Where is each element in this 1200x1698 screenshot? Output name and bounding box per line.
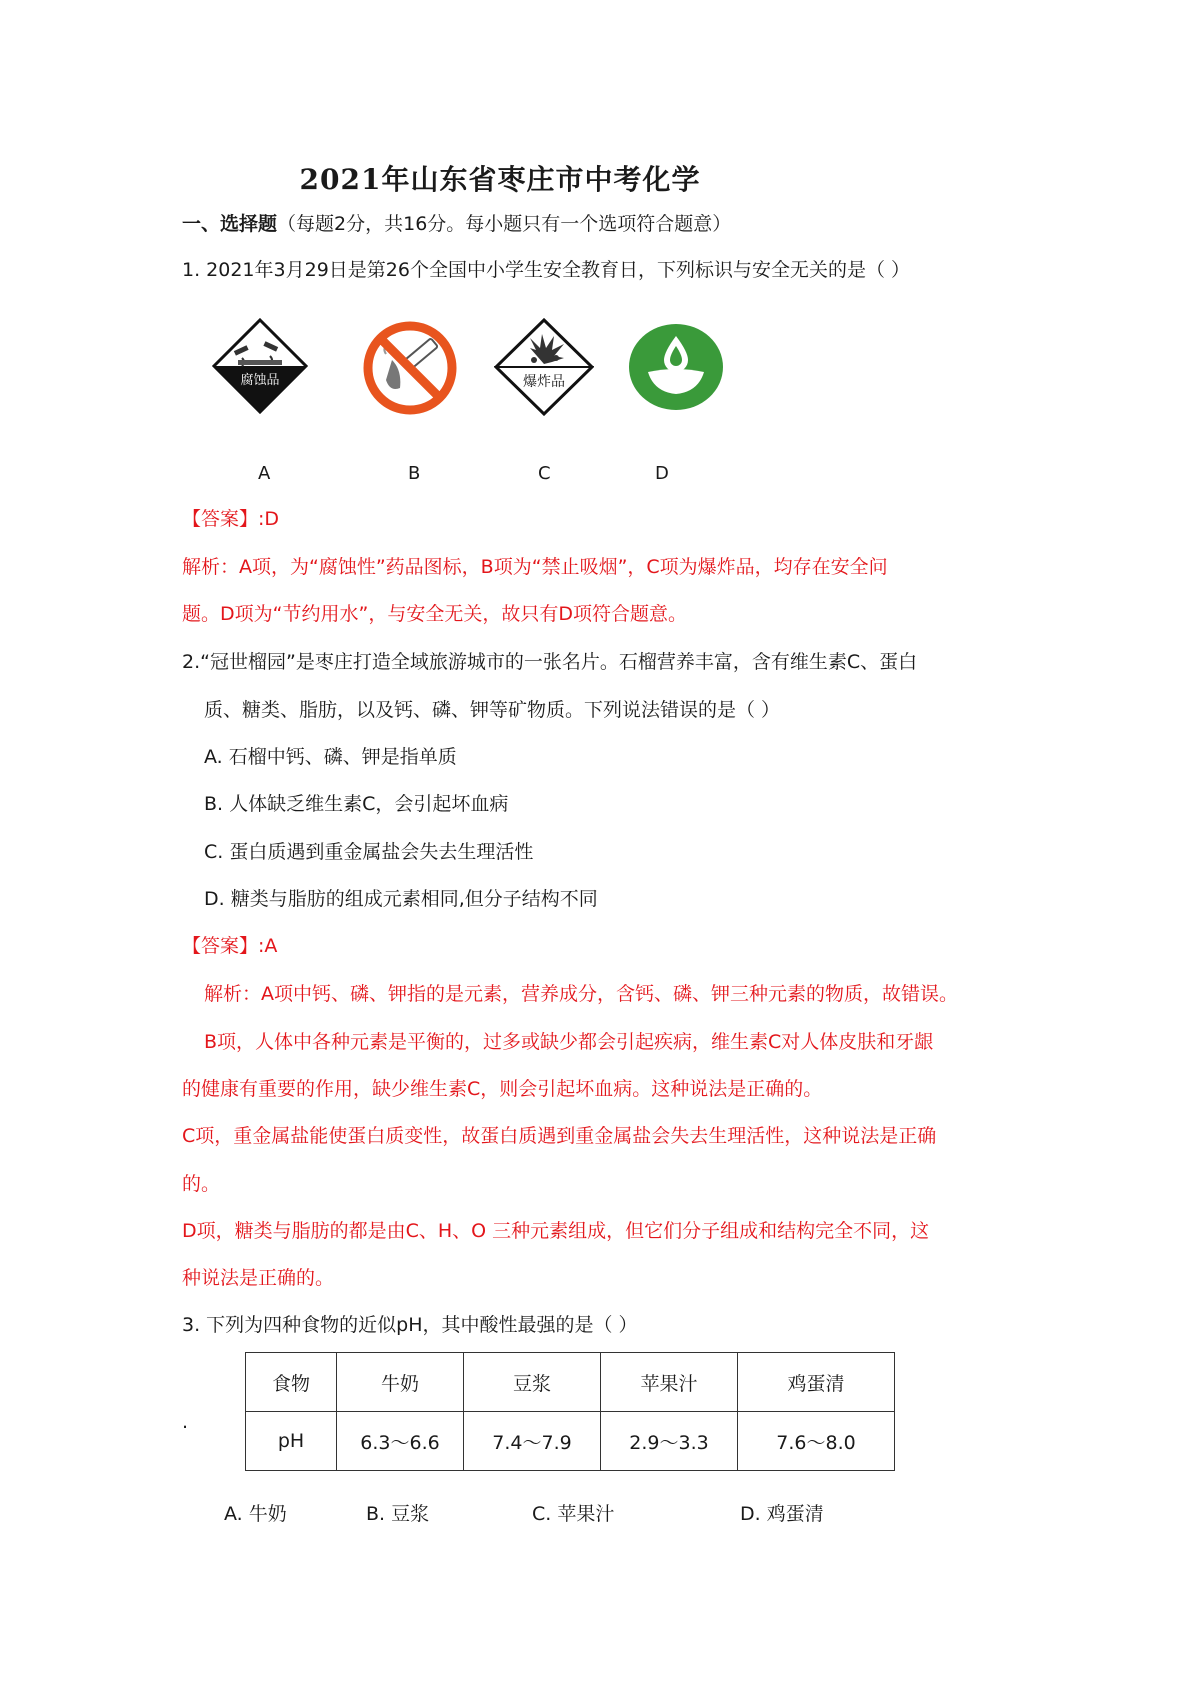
explosive-sign-icon (494, 318, 594, 416)
question-2-option: A. 石榴中钙、磷、钾是指单质 (204, 746, 457, 768)
question-1-answer (182, 507, 279, 531)
corrosive-sign-label: 腐蚀品 (240, 373, 280, 388)
question-3-option: A. 牛奶 (224, 1503, 287, 1525)
table-cell: 2.9～3.3 (601, 1412, 738, 1471)
table-cell: 7.6～8.0 (738, 1412, 895, 1471)
table-cell: 6.3～6.6 (337, 1412, 464, 1471)
section-note: （每题2分，共16分。每小题只有一个选项符合题意） (277, 213, 732, 235)
question-2-analysis-line: 的。 (182, 1173, 221, 1195)
question-2-answer (182, 934, 277, 958)
question-1-analysis-line: 解析：A项，为“腐蚀性”药品图标，B项为“禁止吸烟”，C项为爆炸品，均存在安全问 (182, 556, 888, 578)
table-cell: 7.4～7.9 (464, 1412, 601, 1471)
question-2-option: D. 糖类与脂肪的组成元素相同,但分子结构不同 (204, 888, 598, 910)
table-row (246, 1412, 895, 1471)
question-1-analysis-line: 题。D项为“节约用水”，与安全无关，故只有D项符合题意。 (182, 603, 687, 625)
question-1-stem: 1. 2021年3月29日是第26个全国中小学生安全教育日，下列标识与安全无关的是（ ） (182, 259, 911, 281)
ph-table (245, 1352, 895, 1471)
section-label: 一、选择题 (182, 213, 278, 235)
question-3-option: D. 鸡蛋清 (740, 1503, 824, 1525)
question-2-option: C. 蛋白质遇到重金属盐会失去生理活性 (204, 841, 534, 863)
question-2-stem: 质、糖类、脂肪，以及钙、磷、钾等矿物质。下列说法错误的是（ ） (204, 699, 781, 721)
table-cell: 苹果汁 (601, 1353, 738, 1412)
question-2-analysis-line: C项，重金属盐能使蛋白质变性，故蛋白质遇到重金属盐会失去生理活性，这种说法是正确 (182, 1125, 937, 1147)
sign-letter-b: B (408, 463, 421, 484)
section-heading (182, 212, 731, 236)
sign-letter-c: C (538, 463, 551, 484)
answer-value: :A (258, 935, 278, 957)
corrosive-sign-icon (212, 318, 308, 414)
table-leading-dot: . (182, 1411, 189, 1433)
question-3-stem: 3. 下列为四种食物的近似pH，其中酸性最强的是（ ） (182, 1314, 638, 1336)
page-title: 2021年山东省枣庄市中考化学 (299, 163, 701, 196)
question-2-option: B. 人体缺乏维生素C，会引起坏血病 (204, 793, 509, 815)
question-2-analysis-line: D项，糖类与脂肪的都是由C、H、O 三种元素组成，但它们分子组成和结构完全不同，这 (182, 1220, 930, 1242)
question-3-option: B. 豆浆 (366, 1503, 430, 1525)
water-saving-sign-icon (626, 322, 726, 412)
explosive-sign-label: 爆炸品 (523, 374, 565, 390)
answer-value: :D (258, 508, 280, 530)
table-row (246, 1353, 895, 1412)
question-2-analysis-line: 的健康有重要的作用，缺少维生素C，则会引起坏血病。这种说法是正确的。 (182, 1078, 823, 1100)
table-cell: 豆浆 (464, 1353, 601, 1412)
question-2-analysis-line: 解析：A项中钙、磷、钾指的是元素，营养成分，含钙、磷、钾三种元素的物质，故错误。 (204, 983, 958, 1005)
table-cell: pH (246, 1412, 337, 1471)
table-cell: 鸡蛋清 (738, 1353, 895, 1412)
sign-letter-a: A (258, 463, 271, 484)
table-cell: 牛奶 (337, 1353, 464, 1412)
question-2-analysis-line: 种说法是正确的。 (182, 1267, 335, 1289)
no-smoking-sign-icon (362, 320, 458, 416)
answer-label: 【答案】 (182, 508, 259, 530)
sign-letter-d: D (655, 463, 669, 484)
question-2-analysis-line: B项，人体中各种元素是平衡的，过多或缺少都会引起疾病，维生素C对人体皮肤和牙龈 (204, 1031, 934, 1053)
table-cell: 食物 (246, 1353, 337, 1412)
question-2-stem: 2.“冠世榴园”是枣庄打造全域旅游城市的一张名片。石榴营养丰富，含有维生素C、蛋白 (182, 651, 918, 673)
question-3-option: C. 苹果汁 (532, 1503, 615, 1525)
answer-label: 【答案】 (182, 935, 259, 957)
